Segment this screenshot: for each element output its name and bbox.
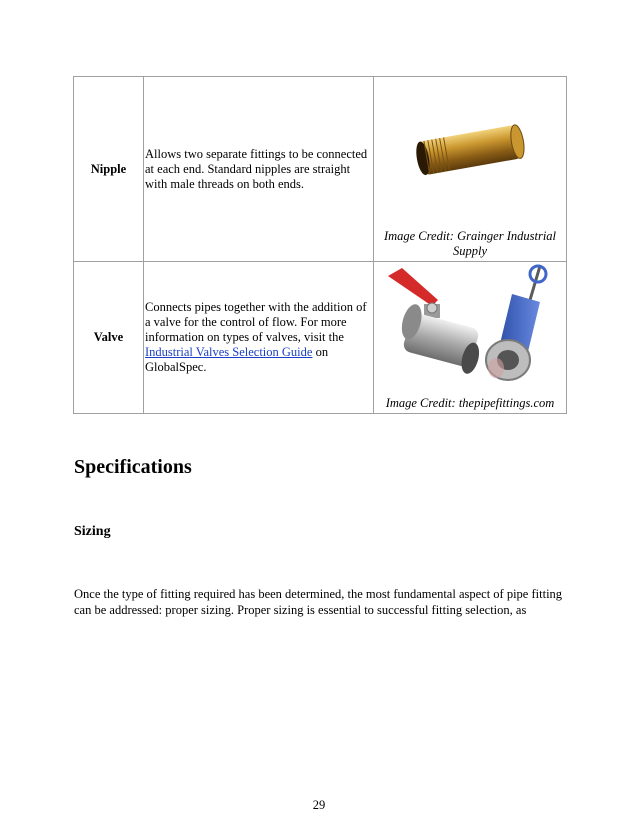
- fitting-name: Nipple: [74, 77, 144, 262]
- section-title: Specifications: [74, 456, 192, 478]
- fitting-name: Valve: [74, 262, 144, 414]
- page-number: 29: [312, 798, 326, 812]
- fittings-table: [73, 76, 567, 414]
- industrial-valves-guide-link[interactable]: Industrial Valves Selection Guide: [145, 345, 313, 359]
- fitting-image-cell: [374, 77, 567, 262]
- description-text: Allows two separate fittings to be connected at each end. Standard nipples are straight with male threads on both ends.: [145, 146, 368, 191]
- description-text: [145, 300, 373, 375]
- body-paragraph: Once the type of fitting required has been determined, the most fundamental aspect of pipe fitting can be addressed: proper sizing. Proper sizing is essential to successful fitting selection, as: [74, 587, 563, 617]
- valves-image: [380, 264, 560, 392]
- subsection-title: Sizing: [74, 524, 111, 539]
- brass-nipple-image: [412, 111, 528, 187]
- table-row: [74, 262, 567, 414]
- image-credit: Image Credit: Grainger Industrial Supply: [383, 229, 557, 258]
- fitting-image-cell: [374, 262, 567, 414]
- image-credit: Image Credit: thepipefittings.com: [385, 396, 555, 410]
- description-after-link: on GlobalSpec.: [145, 345, 329, 374]
- description-before-link: Connects pipes together with the addition of a valve for the control of flow. For more information on types of valves, visit the: [145, 300, 367, 344]
- fitting-description: [144, 77, 374, 262]
- fitting-description: [144, 262, 374, 414]
- table-row: [74, 77, 567, 262]
